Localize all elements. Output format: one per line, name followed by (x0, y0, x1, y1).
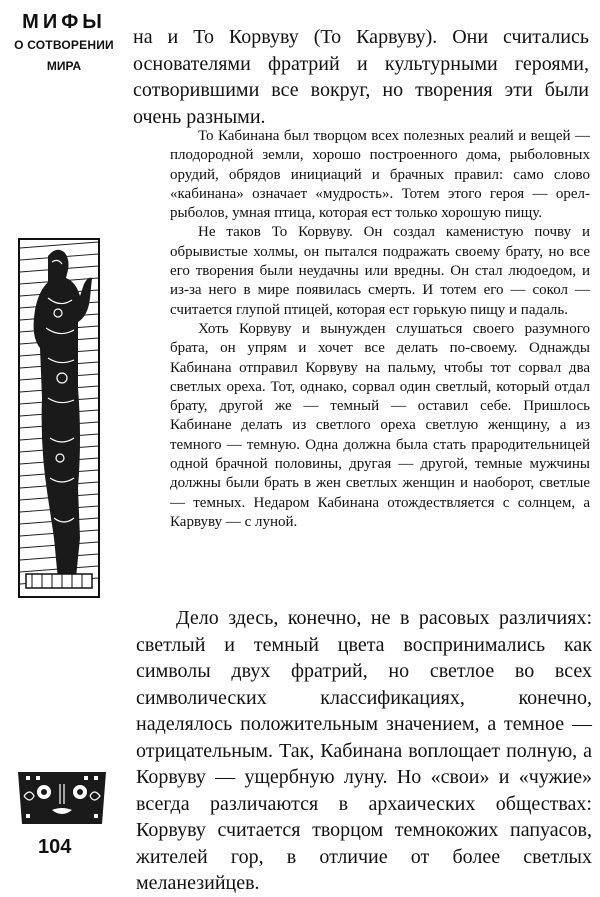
quote-paragraph-3: Хоть Корвуву и вынужден слушаться своего разумного брата, он упрям и хочет все делать по-своему. Однажды Кабинана отправил Корвуву на пальму, чтобы тот сорвал два светлых ореха. Тот, однако, сорвал один светлый, который отдал брату, другой же — темный — оставил себе. Пришлось Кабинане делать из светлого ореха светлую женщину, а из темного — темную. Одна должна была стать прародительницей одной брачной половины, другая — другой, темные мужчины должны были брать в жен светлых женщин и наоборот, светлые — темных. Недаром Кабинана отождествляется с солнцем, а Карвуву — с луной. (170, 320, 590, 530)
running-header (8, 10, 120, 76)
ornamental-mask-emblem (14, 766, 110, 830)
body-paragraph-bottom (136, 605, 592, 897)
page-number: 104 (38, 836, 72, 858)
book-title: МИФЫ (22, 11, 106, 33)
quoted-myth-block (170, 127, 590, 532)
paragraph-text: Дело здесь, конечно, не в расовых различиях: светлый и темный цвета воспринимались как символы двух фратрий, но светлое во всех символических классификациях, конечно, наделялось положительным значением, а темное — отрицательным. Так, Кабинана воплощает полную, а Корвуву — ущербную луну. Но «свои» и «чужие» всегда различаются в архаических обществах: Корвуву считается творцом темнокожих папуасов, жителей гор, в отличие от более светлых меланезийцев. (136, 607, 592, 894)
body-paragraph-top (133, 24, 589, 130)
standing-figure-illustration (18, 238, 100, 598)
quote-paragraph-1: То Кабинана был творцом всех полезных реалий и вещей — плодородной земли, хорошо построенного дома, рыболовных орудий, обрядов инициаций и брачных правил: само слово «кабинана» означает «мудрость». Тотем этого героя — орел-рыболов, умная птица, которая ест только хорошую пищу. (170, 128, 590, 222)
book-subtitle-line1: О СОТВОРЕНИИ (14, 38, 114, 52)
paragraph-text: на и То Корвуву (То Карвуву). Они считались основателями фратрий и культурными героями, сотворившими все вокруг, но творения эти были очень разными. (133, 26, 589, 128)
quote-paragraph-2: Не таков То Корвуву. Он создал каменистую почву и обрывистые холмы, он пытался подражать своему брату, но все его творения были неудачны или вредны. Он стал людоедом, и из-за него в мире появилась смерть. И тотем его — сокол — считается глупой птицей, которая ест горькую пищу и падаль. (170, 224, 590, 318)
book-subtitle-line2: МИРА (46, 59, 82, 73)
